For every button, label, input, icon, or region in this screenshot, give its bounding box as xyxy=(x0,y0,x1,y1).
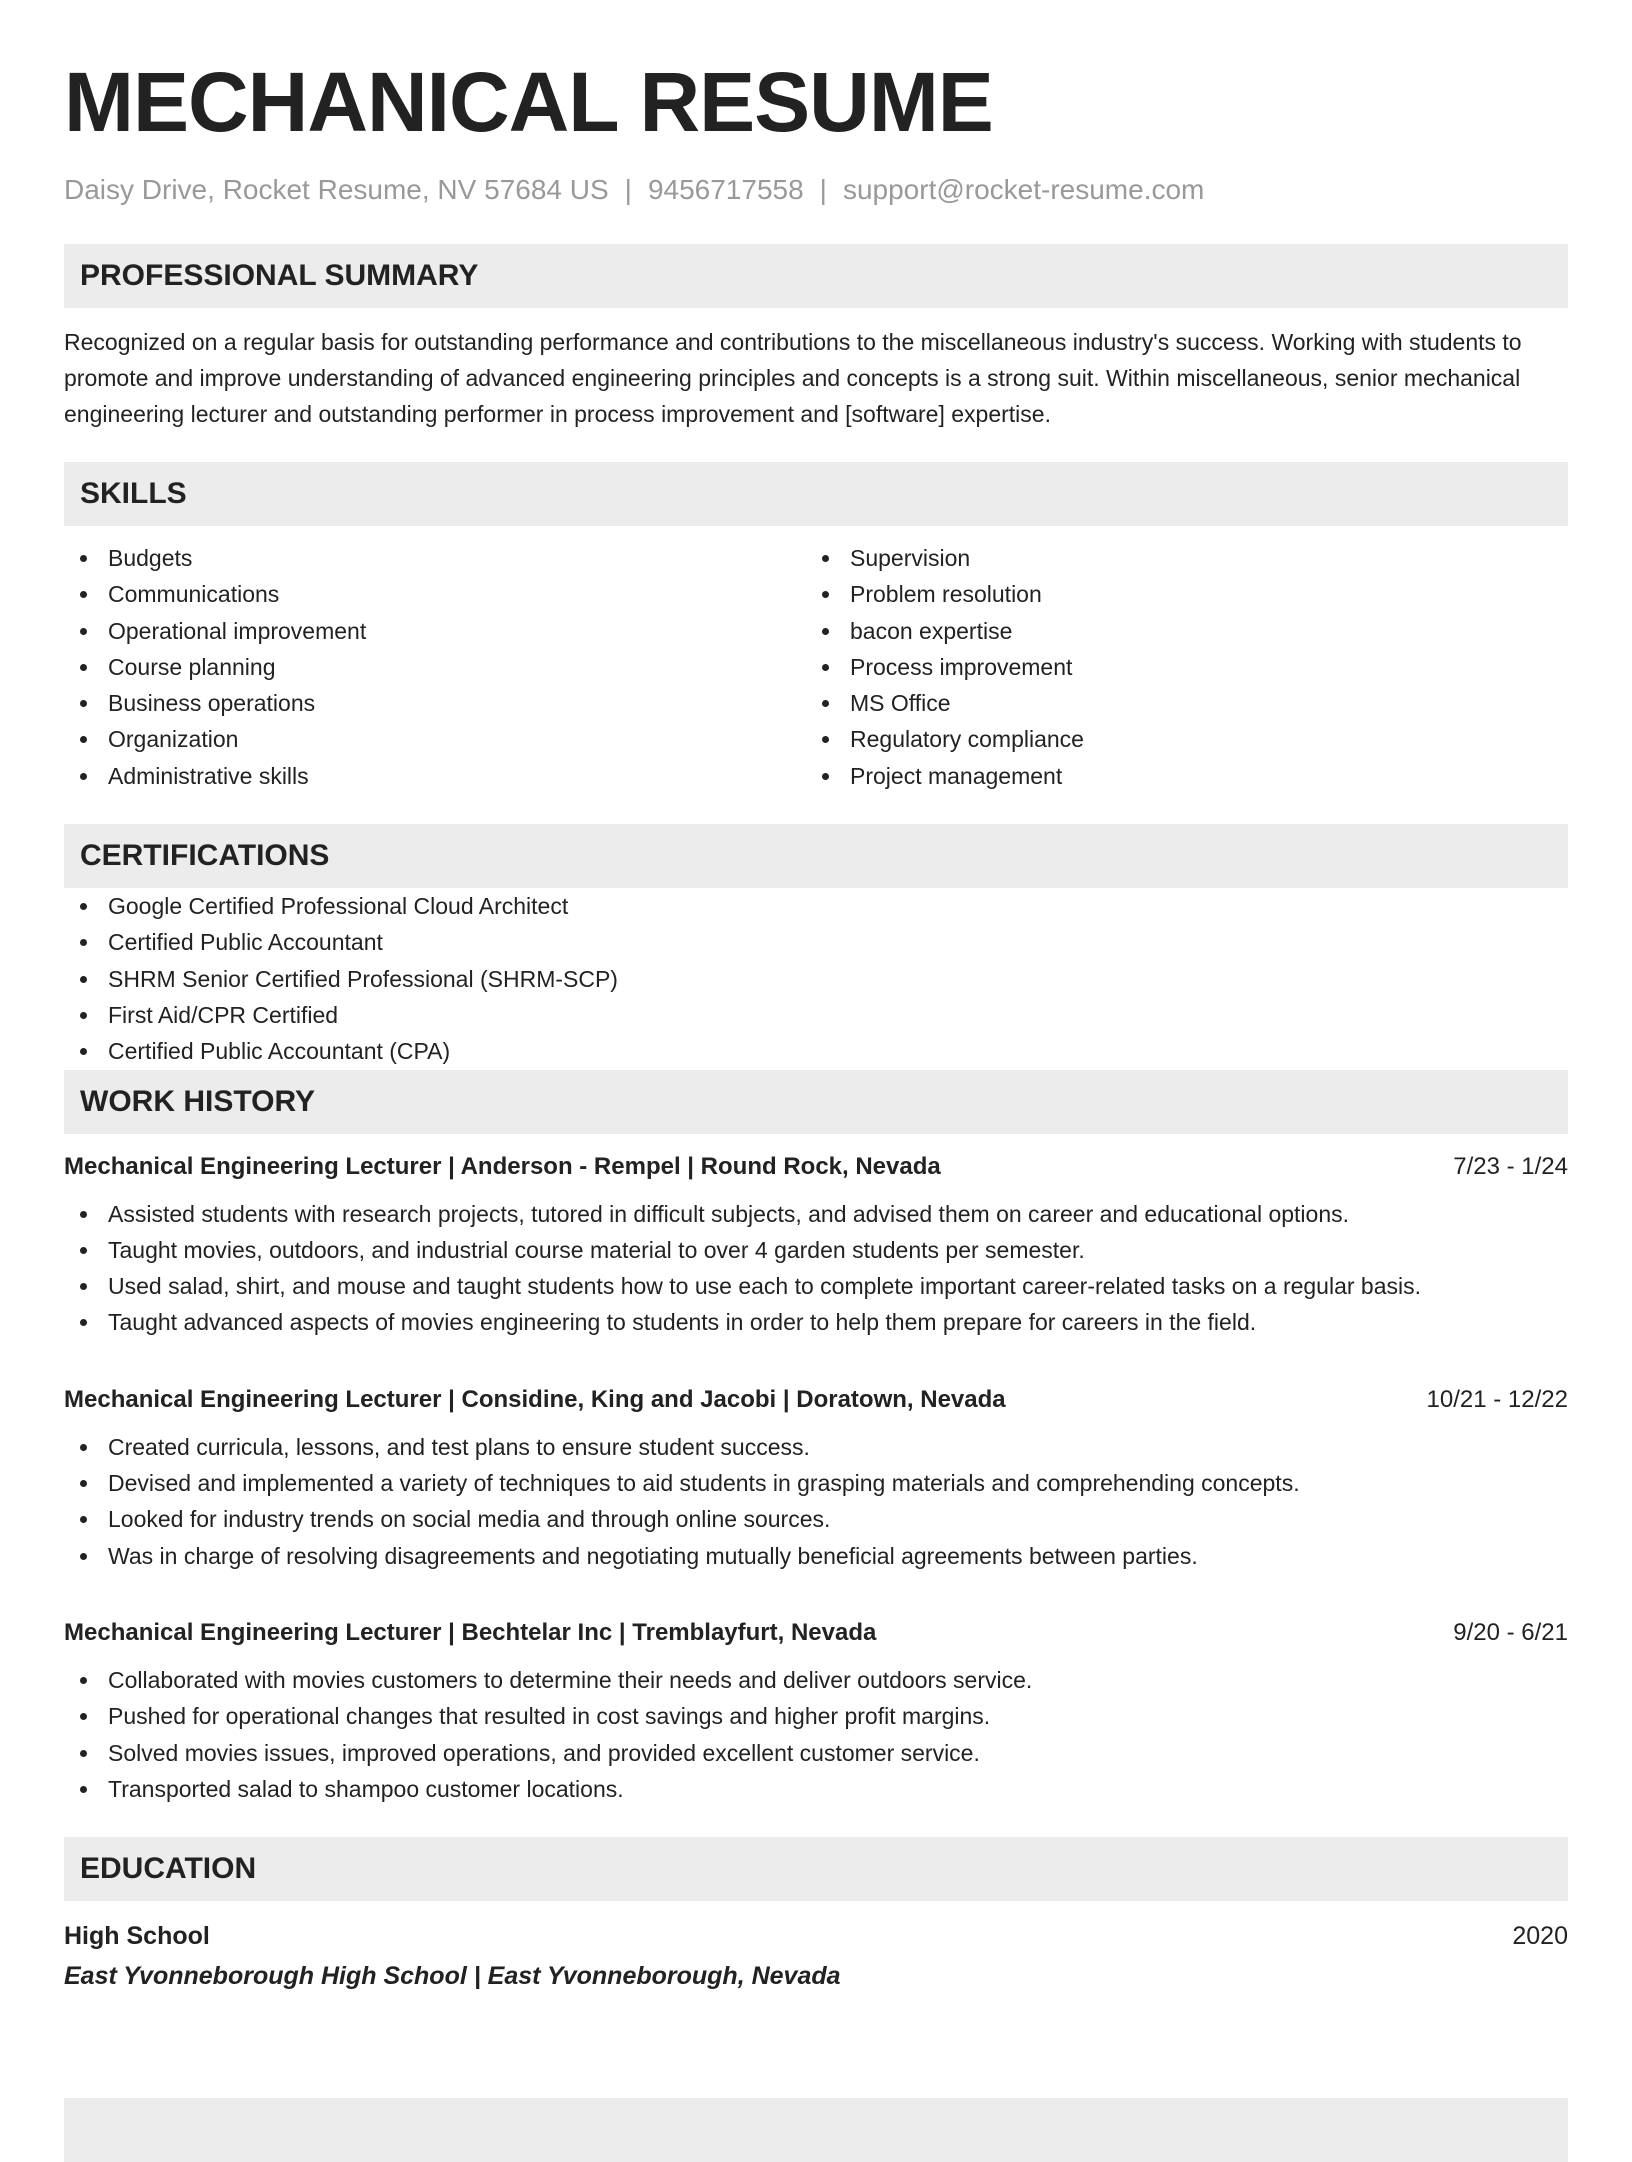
skill-item: Communications xyxy=(64,576,806,612)
skill-item: Project management xyxy=(806,758,1548,794)
job-dates: 9/20 - 6/21 xyxy=(1453,1618,1568,1646)
job-bullet: Collaborated with movies customers to determine their needs and deliver outdoors service. xyxy=(64,1662,1568,1698)
certification-item: Certified Public Accountant xyxy=(64,924,1568,960)
skill-item: Administrative skills xyxy=(64,758,806,794)
job-header xyxy=(64,1383,1568,1417)
job-bullet: Looked for industry trends on social media and through online sources. xyxy=(64,1501,1568,1537)
skills-grid xyxy=(64,540,1568,794)
job-entry xyxy=(64,1150,1568,1341)
skill-item: bacon expertise xyxy=(806,613,1548,649)
job-bullet: Was in charge of resolving disagreements and negotiating mutually beneficial agreements between parties. xyxy=(64,1538,1568,1574)
skill-item: Course planning xyxy=(64,649,806,685)
certification-item: Certified Public Accountant (CPA) xyxy=(64,1033,1568,1069)
job-title: Mechanical Engineering Lecturer | Anderson - Rempel | Round Rock, Nevada xyxy=(64,1152,941,1180)
skills-list-right xyxy=(806,540,1548,794)
skill-item: Operational improvement xyxy=(64,613,806,649)
skill-item: Process improvement xyxy=(806,649,1548,685)
job-dates: 7/23 - 1/24 xyxy=(1453,1152,1568,1180)
skills-list-left xyxy=(64,540,806,794)
skill-item: Regulatory compliance xyxy=(806,721,1548,757)
job-dates: 10/21 - 12/22 xyxy=(1426,1385,1568,1413)
section-header-work-history: WORK HISTORY xyxy=(64,1070,1568,1134)
job-bullet: Transported salad to shampoo customer locations. xyxy=(64,1771,1568,1807)
contact-separator: | xyxy=(624,174,632,205)
job-title: Mechanical Engineering Lecturer | Considine, King and Jacobi | Doratown, Nevada xyxy=(64,1385,1006,1413)
job-bullet: Solved movies issues, improved operations, and provided excellent customer service. xyxy=(64,1735,1568,1771)
job-entry xyxy=(64,1616,1568,1807)
job-bullets xyxy=(64,1429,1568,1574)
job-bullet: Taught movies, outdoors, and industrial course material to over 4 garden students per semester. xyxy=(64,1232,1568,1268)
job-bullet: Pushed for operational changes that resulted in cost savings and higher profit margins. xyxy=(64,1698,1568,1734)
job-bullet: Assisted students with research projects, tutored in difficult subjects, and advised them on career and educational options. xyxy=(64,1196,1568,1232)
job-bullet: Devised and implemented a variety of techniques to aid students in grasping materials and comprehending concepts. xyxy=(64,1465,1568,1501)
contact-email: support@rocket-resume.com xyxy=(842,174,1205,205)
education-school: East Yvonneborough High School | East Yvonneborough, Nevada xyxy=(64,1962,841,1991)
section-header-education: EDUCATION xyxy=(64,1837,1568,1901)
skill-item: Supervision xyxy=(806,540,1548,576)
contact-separator: | xyxy=(819,174,827,205)
job-header xyxy=(64,1616,1568,1650)
job-title: Mechanical Engineering Lecturer | Bechtelar Inc | Tremblayfurt, Nevada xyxy=(64,1618,877,1646)
summary-text: Recognized on a regular basis for outstanding performance and contributions to the miscellaneous industry's success. Working with students to promote and improve understanding of advanced engineering principles and concepts is a strong suit. Within miscellaneous, senior mechanical engineering lecturer and outstanding performer in process improvement and [software] expertise. xyxy=(64,329,1522,427)
section-header-certifications: CERTIFICATIONS xyxy=(64,824,1568,888)
skill-item: MS Office xyxy=(806,685,1548,721)
certification-item: First Aid/CPR Certified xyxy=(64,997,1568,1033)
education-header xyxy=(64,1919,1568,1953)
job-bullet: Taught advanced aspects of movies engineering to students in order to help them prepare for careers in the field. xyxy=(64,1304,1568,1340)
education-year: 2020 xyxy=(1512,1922,1568,1951)
skill-item: Budgets xyxy=(64,540,806,576)
job-bullets xyxy=(64,1196,1568,1341)
section-header-cutoff xyxy=(64,2098,1568,2162)
job-bullets xyxy=(64,1662,1568,1807)
skill-item: Business operations xyxy=(64,685,806,721)
contact-phone: 9456717558 xyxy=(647,174,804,205)
job-bullet: Created curricula, lessons, and test plans to ensure student success. xyxy=(64,1429,1568,1465)
job-bullet: Used salad, shirt, and mouse and taught students how to use each to complete important career-related tasks on a regular basis. xyxy=(64,1268,1568,1304)
certifications-list xyxy=(64,888,1568,1069)
contact-line xyxy=(64,172,1568,208)
education-degree: High School xyxy=(64,1922,210,1951)
skill-item: Organization xyxy=(64,721,806,757)
certification-item: Google Certified Professional Cloud Architect xyxy=(64,888,1568,924)
job-entry xyxy=(64,1383,1568,1574)
certification-item: SHRM Senior Certified Professional (SHRM-SCP) xyxy=(64,961,1568,997)
contact-address: Daisy Drive, Rocket Resume, NV 57684 US xyxy=(64,174,609,205)
section-header-skills: SKILLS xyxy=(64,462,1568,526)
resume-title: MECHANICAL RESUME xyxy=(64,55,993,149)
education-entry xyxy=(64,1919,1568,1993)
job-header xyxy=(64,1150,1568,1184)
section-header-summary: PROFESSIONAL SUMMARY xyxy=(64,244,1568,308)
skill-item: Problem resolution xyxy=(806,576,1548,612)
